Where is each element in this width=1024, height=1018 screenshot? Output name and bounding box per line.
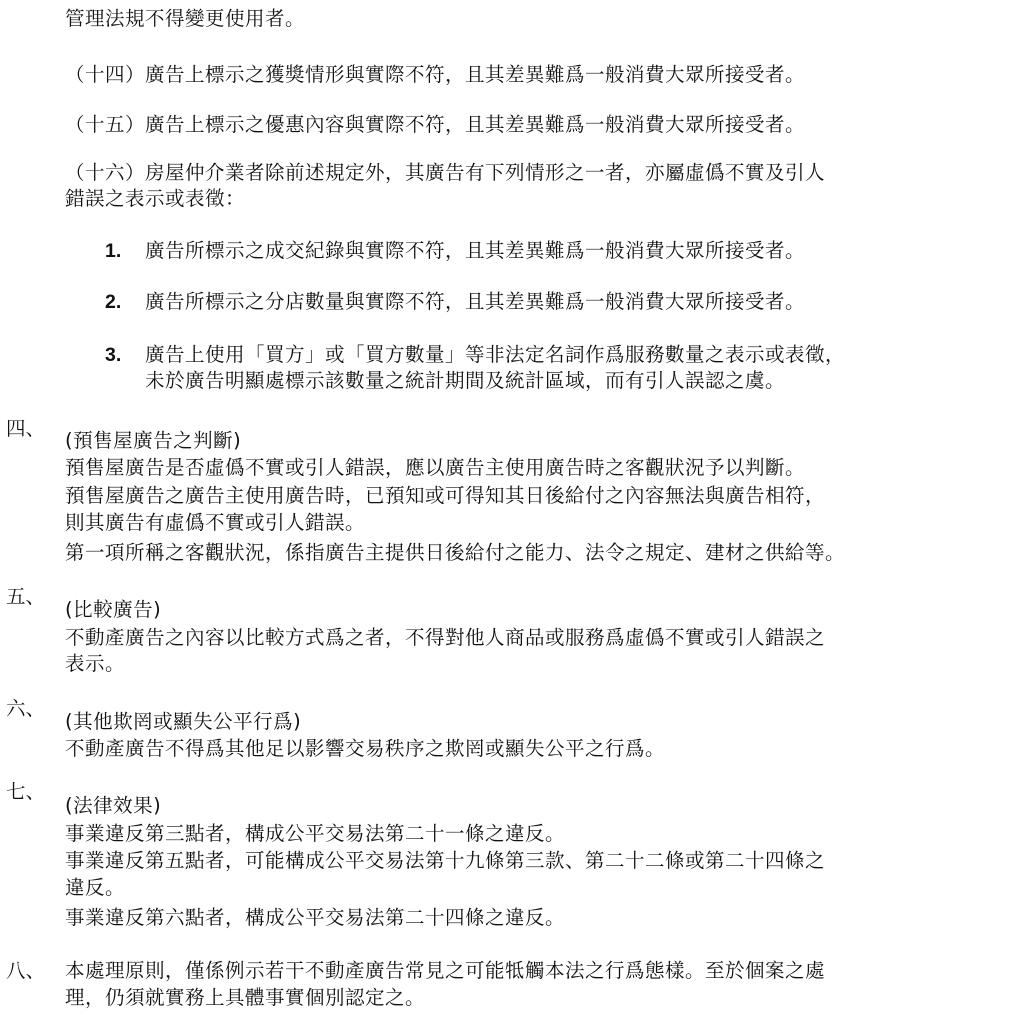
sub-item-number: 1. bbox=[105, 240, 122, 262]
item-16-line-2: 錯誤之表示或表徵： bbox=[65, 187, 246, 210]
section-line: 本處理原則，僅係例示若干不動產廣告常見之可能牴觸本法之行爲態樣。至於個案之處 bbox=[65, 959, 826, 982]
sub-item-text: 廣告上使用「買方」或「買方數量」等非法定名詞作爲服務數量之表示或表徵， bbox=[145, 343, 846, 366]
section-line: 表示。 bbox=[65, 652, 126, 675]
section-heading: (法律效果) bbox=[65, 794, 162, 817]
section-heading: (其他欺罔或顯失公平行爲) bbox=[65, 710, 302, 733]
sub-item-text-cont: 未於廣告明顯處標示該數量之統計期間及統計區域，而有引人誤認之虞。 bbox=[145, 369, 786, 392]
lead-line: 管理法規不得變更使用者。 bbox=[65, 7, 306, 30]
section-line: 不動產廣告之內容以比較方式爲之者，不得對他人商品或服務爲虛僞不實或引人錯誤之 bbox=[65, 626, 826, 649]
section-line: 事業違反第六點者，構成公平交易法第二十四條之違反。 bbox=[65, 906, 566, 929]
sub-item-number: 3. bbox=[105, 344, 122, 366]
section-line: 違反。 bbox=[65, 876, 126, 899]
section-number: 五、 bbox=[6, 585, 46, 608]
item-16-line-1: （十六）房屋仲介業者除前述規定外，其廣告有下列情形之一者，亦屬虛僞不實及引人 bbox=[65, 161, 826, 184]
sub-item-text: 廣告所標示之成交紀錄與實際不符，且其差異難爲一般消費大眾所接受者。 bbox=[145, 239, 806, 262]
section-line: 預售屋廣告是否虛僞不實或引人錯誤，應以廣告主使用廣告時之客觀狀況予以判斷。 bbox=[65, 456, 806, 479]
sub-item-number: 2. bbox=[105, 291, 122, 313]
section-number: 八、 bbox=[6, 959, 46, 982]
section-heading: (預售屋廣告之判斷) bbox=[65, 429, 242, 452]
section-number: 七、 bbox=[6, 780, 46, 803]
section-number: 四、 bbox=[6, 417, 46, 440]
section-line: 事業違反第三點者，構成公平交易法第二十一條之違反。 bbox=[65, 822, 566, 845]
section-line: 不動產廣告不得爲其他足以影響交易秩序之欺罔或顯失公平之行爲。 bbox=[65, 737, 666, 760]
section-line: 則其廣告有虛僞不實或引人錯誤。 bbox=[65, 511, 366, 534]
item-14: （十四）廣告上標示之獲獎情形與實際不符，且其差異難爲一般消費大眾所接受者。 bbox=[65, 63, 806, 86]
sub-item-text: 廣告所標示之分店數量與實際不符，且其差異難爲一般消費大眾所接受者。 bbox=[145, 290, 806, 313]
section-line: 事業違反第五點者，可能構成公平交易法第十九條第三款、第二十二條或第二十四條之 bbox=[65, 849, 826, 872]
section-line: 第一項所稱之客觀狀況，係指廣告主提供日後給付之能力、法令之規定、建材之供給等。 bbox=[65, 541, 846, 564]
section-heading: (比較廣告) bbox=[65, 598, 162, 621]
section-line: 理，仍須就實務上具體事實個別認定之。 bbox=[65, 986, 426, 1009]
section-line: 預售屋廣告之廣告主使用廣告時，已預知或可得知其日後給付之內容無法與廣告相符， bbox=[65, 484, 826, 507]
item-15: （十五）廣告上標示之優惠內容與實際不符，且其差異難爲一般消費大眾所接受者。 bbox=[65, 113, 806, 136]
section-number: 六、 bbox=[6, 697, 46, 720]
